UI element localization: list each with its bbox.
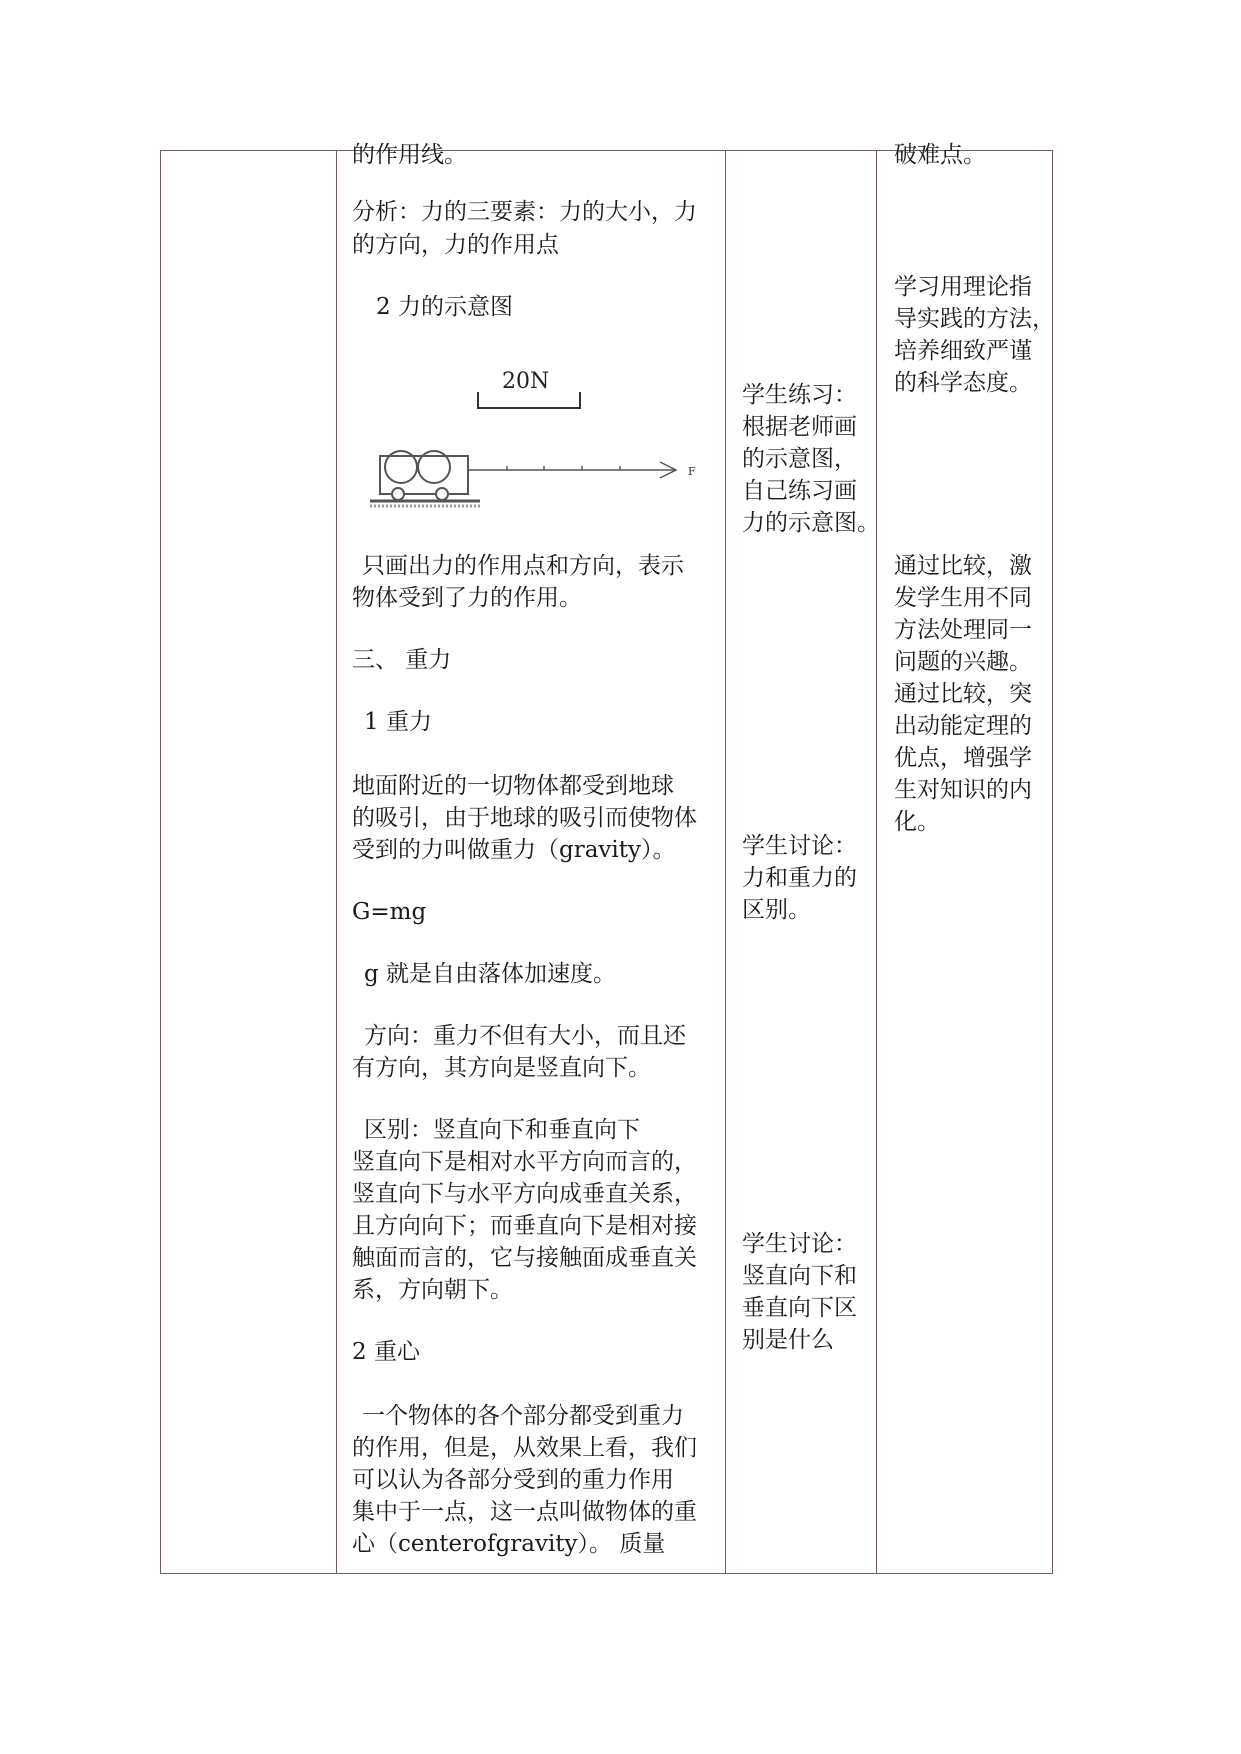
text-line: 触面而言的，它与接触面成垂直关	[352, 1245, 697, 1271]
text-line: 集中于一点，这一点叫做物体的重	[352, 1499, 697, 1525]
text-line: 培养细致严谨	[894, 338, 1032, 364]
text-line: 的示意图，	[742, 446, 857, 472]
text-line: 通过比较，突	[894, 681, 1032, 707]
text-line: 优点，增强学	[894, 745, 1032, 771]
text-line: 物体受到了力的作用。	[352, 585, 582, 611]
text-line: 区别：竖直向下和垂直向下	[364, 1117, 640, 1143]
text-line: 的吸引，由于地球的吸引而使物体	[352, 805, 697, 831]
text-line: 学生讨论：	[742, 1231, 857, 1257]
text-line: 生对知识的内	[894, 777, 1032, 803]
table-border-left	[160, 150, 161, 1574]
text-line: 且方向向下；而垂直向下是相对接	[352, 1213, 697, 1239]
text-line: g 就是自由落体加速度。	[364, 961, 617, 987]
text-line: 的作用线。	[352, 142, 467, 168]
text-line: 有方向，其方向是竖直向下。	[352, 1055, 651, 1081]
text-line: 化。	[894, 809, 940, 835]
text-line: 学生讨论：	[742, 833, 857, 859]
text-line: 竖直向下与水平方向成垂直关系，	[352, 1181, 697, 1207]
text-line: 出动能定理的	[894, 713, 1032, 739]
text-line: 力的示意图。	[742, 510, 880, 536]
text-line: 三、 重力	[352, 647, 452, 673]
table-border-right	[1052, 150, 1053, 1574]
text-line: 问题的兴趣。	[894, 649, 1032, 675]
text-line: 学生练习：	[742, 382, 857, 408]
text-line: 系，方向朝下。	[352, 1277, 513, 1303]
force-scale-bracket	[478, 392, 580, 408]
text-line: G=mg	[352, 899, 427, 925]
table-border-bottom	[160, 1573, 1053, 1574]
text-line: 根据老师画	[742, 414, 857, 440]
text-line: 别是什么	[742, 1327, 834, 1353]
text-line: 可以认为各部分受到的重力作用	[352, 1467, 674, 1493]
text-line: 分析：力的三要素：力的大小，力	[352, 199, 697, 225]
text-line: 的科学态度。	[894, 370, 1032, 396]
text-line: 心（centerofgravity）。 质量	[352, 1531, 666, 1557]
text-line: 竖直向下和	[742, 1263, 857, 1289]
text-line: 2 力的示意图	[376, 294, 513, 320]
force-scale-label: 20N	[502, 369, 550, 394]
text-line: 方法处理同一	[894, 617, 1032, 643]
force-label: F	[688, 465, 696, 478]
text-line: 的作用，但是，从效果上看，我们	[352, 1435, 697, 1461]
text-line: 的方向，力的作用点	[352, 232, 559, 258]
text-line: 通过比较，激	[894, 553, 1032, 579]
text-line: 方向：重力不但有大小，而且还	[364, 1023, 686, 1049]
text-line: 地面附近的一切物体都受到地球	[352, 773, 674, 799]
text-line: 发学生用不同	[894, 585, 1032, 611]
table-divider-1	[336, 150, 337, 1574]
table-divider-3	[876, 150, 877, 1574]
cart-body	[380, 456, 468, 494]
text-line: 力和重力的	[742, 865, 857, 891]
text-line: 只画出力的作用点和方向，表示	[362, 553, 684, 579]
text-line: 学习用理论指	[894, 274, 1032, 300]
text-line: 区别。	[742, 897, 811, 923]
text-line: 垂直向下区	[742, 1295, 857, 1321]
text-line: 受到的力叫做重力（gravity）。	[352, 837, 676, 863]
cart-wheel-right	[436, 488, 448, 500]
cart-wheel-left	[392, 488, 404, 500]
text-line: 一个物体的各个部分都受到重力	[362, 1403, 684, 1429]
text-line: 自己练习画	[742, 478, 857, 504]
text-line: 破难点。	[894, 142, 986, 168]
force-diagram	[370, 358, 700, 518]
text-line: 1 重力	[364, 709, 432, 735]
text-line: 导实践的方法，	[894, 306, 1055, 332]
text-line: 竖直向下是相对水平方向而言的，	[352, 1149, 697, 1175]
table-divider-2	[725, 150, 726, 1574]
text-line: 2 重心	[352, 1339, 420, 1365]
